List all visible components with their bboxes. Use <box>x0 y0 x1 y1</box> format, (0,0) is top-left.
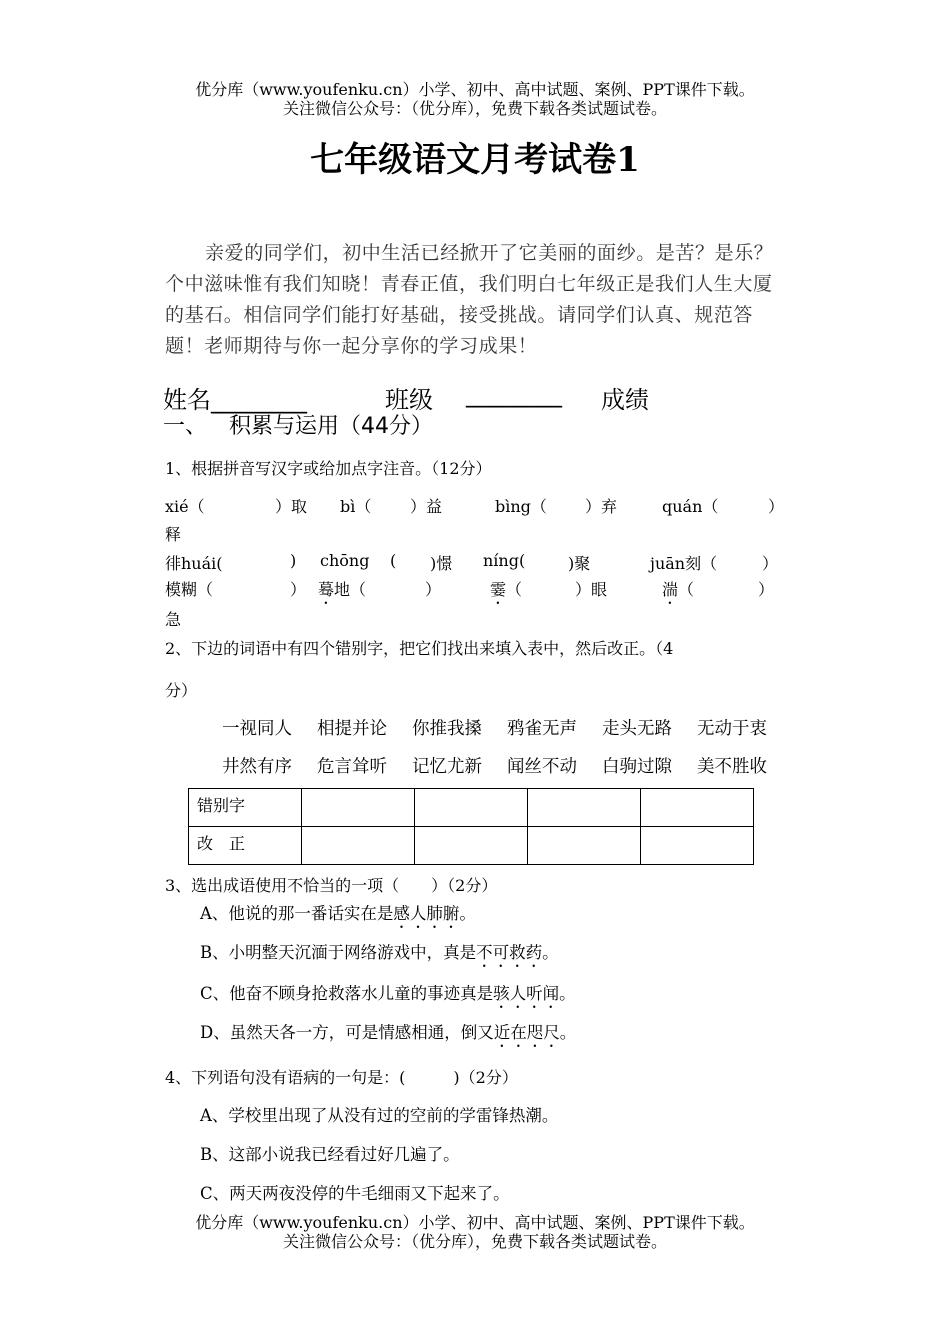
q1-row2-open: ( <box>390 551 397 570</box>
section-title: 积累与运用（44分） <box>229 414 433 439</box>
section-number: 一、 <box>163 414 208 439</box>
q1-stem: 1、根据拼音写汉字或给加点字注音。（12分） <box>165 459 492 478</box>
q1-row1-qu: ）取 <box>275 497 308 516</box>
q3-option-b <box>200 939 559 971</box>
header-line-2: 关注微信公众号：（优分库），免费下载各类试题试卷。 <box>282 99 667 118</box>
answer-cell[interactable] <box>528 789 641 827</box>
q1-row2-jing: )憬 <box>430 554 453 573</box>
table-row <box>189 827 754 865</box>
q2-stem-wrap: 分） <box>165 681 198 700</box>
option-text: A、他说的那一番话实在是 <box>200 904 394 923</box>
table-row <box>189 789 754 827</box>
row-label-wrong: 错别字 <box>189 789 302 827</box>
answer-cell[interactable] <box>302 827 415 865</box>
q2-word: 井然有序 <box>222 757 292 777</box>
answer-cell[interactable] <box>415 789 528 827</box>
option-end: 。 <box>559 1023 577 1042</box>
option-text: C、他奋不顾身抢救落水儿童的事迹真是 <box>200 984 494 1003</box>
q1-row2-chong: chōng <box>320 551 370 570</box>
q1-row3-sha-dotted: 霎 <box>490 580 507 599</box>
q2-word: 鸦雀无声 <box>507 719 577 739</box>
intro-paragraph: 亲爱的同学们，初中生活已经掀开了它美丽的面纱。是苦？是乐？个中滋味惟有我们知晓！青春正值，我们明白七年级正是我们人生大厦的基石。相信同学们能打好基础，接受挑战。请同学们认真、规范答题！老师期待与你一起分享你的学习成果！ <box>165 242 774 357</box>
answer-cell[interactable] <box>641 789 754 827</box>
q1-row3-yan: ）眼 <box>575 580 608 599</box>
dotted-idiom: 骇人听闻 <box>493 984 560 1003</box>
option-text: B、小明整天沉湎于网络游戏中，真是 <box>200 943 477 962</box>
answer-cell[interactable] <box>528 827 641 865</box>
footer-line-2: 关注微信公众号：（优分库），免费下载各类试题试卷。 <box>282 1232 667 1251</box>
dotted-idiom: 近在咫尺 <box>493 1023 560 1042</box>
q2-word: 走头无路 <box>602 719 672 739</box>
score-label: 成绩 <box>601 386 649 414</box>
q4-option-a: A、学校里出现了从没有过的空前的学雷锋热潮。 <box>200 1106 559 1125</box>
q1-row3-open4: （ <box>678 580 695 599</box>
header-line-1: 优分库（www.youfenku.cn）小学、初中、高中试题、案例、PPT课件下载。 <box>195 80 755 99</box>
q1-row3-close2: ） <box>425 580 442 599</box>
q1-row1-xie: xié（ <box>165 497 205 516</box>
q1-row2-huai: 徘huái( <box>165 554 223 573</box>
q1-row1-bi: bì（ <box>340 497 372 516</box>
q1-row3-open3: （ <box>506 580 523 599</box>
q1-row3-di: 地（ <box>334 580 367 599</box>
q4-option-c: C、两天两夜没停的牛毛细雨又下起来了。 <box>200 1184 510 1203</box>
q2-word: 相提并论 <box>317 719 387 739</box>
q1-row1-qi: ）弃 <box>585 497 618 516</box>
q2-word-row-1 <box>222 715 792 740</box>
class-label: 班级 <box>385 386 433 414</box>
q1-row2-close2: ） <box>762 554 779 573</box>
answer-cell[interactable] <box>302 789 415 827</box>
option-end: 。 <box>542 943 559 962</box>
q2-word: 闻丝不动 <box>507 757 577 777</box>
q2-word: 你推我搡 <box>412 719 482 739</box>
q1-row1-bing: bìng（ <box>495 497 547 516</box>
q2-word: 美不胜收 <box>697 757 767 777</box>
q1-row2-ning: níng( <box>483 551 526 570</box>
q2-word: 一视同人 <box>222 719 292 739</box>
dotted-idiom: 不可救药 <box>476 943 543 962</box>
q1-row3-close4: ） <box>758 580 775 599</box>
q3-option-d <box>200 1019 576 1051</box>
dotted-idiom: 感人肺腑 <box>393 904 460 923</box>
page-title: 七年级语文月考试卷1 <box>310 140 640 180</box>
q1-row3-mohu: 模糊（ <box>165 580 214 599</box>
q4-stem: 4、下列语句没有语病的一句是：( )（2分） <box>165 1068 518 1087</box>
q4-option-b: B、这部小说我已经看过好几遍了。 <box>200 1145 460 1164</box>
q1-row1-close: ） <box>768 497 785 516</box>
row-label-correct: 改 正 <box>189 827 302 865</box>
option-text: D、虽然天各一方，可是情感相通，倒又 <box>200 1023 494 1042</box>
q1-row2-ju: )聚 <box>568 554 591 573</box>
q1-row3-tuan-dotted: 湍 <box>662 580 679 599</box>
class-blank: ________ <box>466 380 562 408</box>
option-end: 。 <box>459 904 476 923</box>
q2-word-row-2 <box>222 753 792 778</box>
q1-row2-close1: ) <box>290 551 297 570</box>
q1-row1-quan: quán（ <box>662 497 719 516</box>
q3-option-c <box>200 980 576 1012</box>
q2-word: 记忆尤新 <box>412 757 482 777</box>
q2-word: 白驹过隙 <box>602 757 672 777</box>
q1-row3-mo-dotted: 蓦 <box>318 580 335 599</box>
answer-cell[interactable] <box>641 827 754 865</box>
q2-word: 无动于衷 <box>697 719 767 739</box>
option-end: 。 <box>559 984 576 1003</box>
q1-row2-juan: juān刻（ <box>650 554 718 573</box>
name-field: 姓名________ <box>163 386 307 414</box>
q1-row3-wrap: 急 <box>165 610 182 629</box>
answer-cell[interactable] <box>415 827 528 865</box>
q3-option-a <box>200 900 476 932</box>
q1-row1-yi: ）益 <box>410 497 443 516</box>
q1-row3-close1: ） <box>290 580 307 599</box>
error-correction-table <box>188 788 754 865</box>
q3-stem: 3、选出成语使用不恰当的一项（ ）（2分） <box>165 876 498 895</box>
q2-word: 危言耸听 <box>317 757 387 777</box>
q2-stem: 2、下边的词语中有四个错别字，把它们找出来填入表中，然后改正。（4 <box>165 639 674 658</box>
q1-row1-wrap: 释 <box>165 525 182 544</box>
footer-line-1: 优分库（www.youfenku.cn）小学、初中、高中试题、案例、PPT课件下载。 <box>195 1213 755 1232</box>
